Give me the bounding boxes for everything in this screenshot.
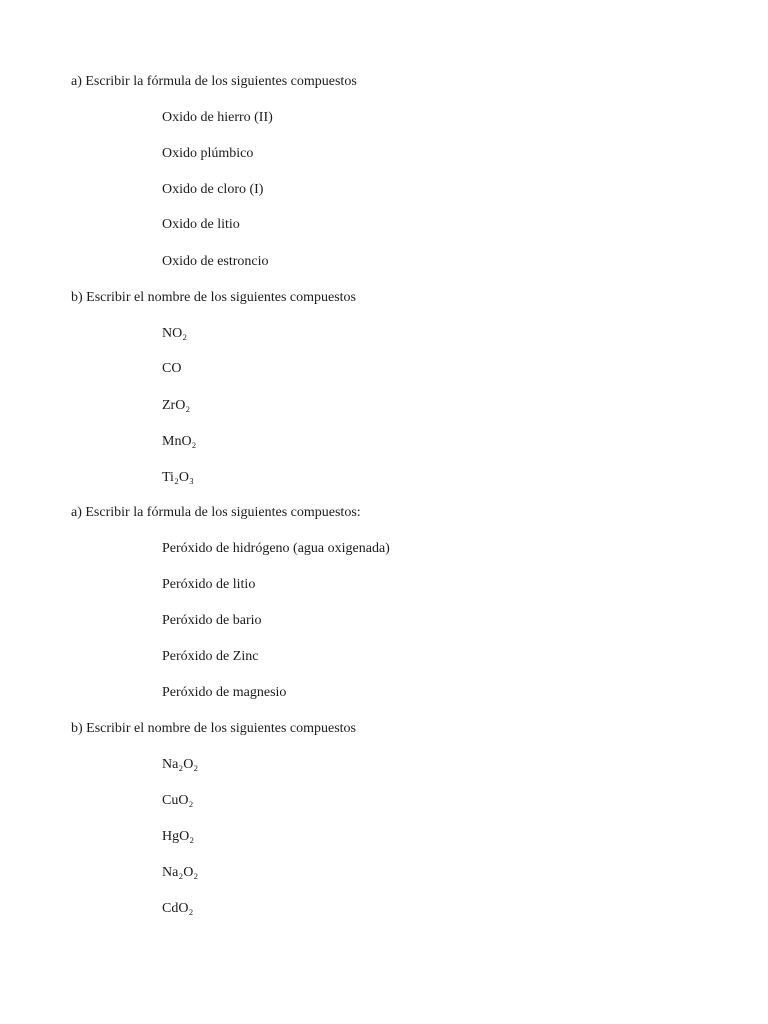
list-item: ZrO₂ (162, 398, 191, 413)
list-item: Ti₂O₃ (162, 470, 194, 485)
list-item: CdO₂ (162, 901, 194, 916)
list-item: Oxido de litio (162, 217, 240, 232)
section-heading: b) Escribir el nombre de los siguientes compuestos (71, 721, 356, 736)
list-item: NO₂ (162, 326, 188, 341)
list-item: MnO₂ (162, 434, 197, 449)
list-item: Peróxido de magnesio (162, 685, 287, 700)
list-item: Oxido de estroncio (162, 254, 269, 269)
list-item: Oxido de hierro (II) (162, 110, 273, 125)
list-item: HgO₂ (162, 829, 195, 844)
list-item: Peróxido de bario (162, 613, 262, 628)
list-item: Oxido plúmbico (162, 146, 254, 161)
list-item: Na₂O₂ (162, 757, 199, 772)
list-item: Na₂O₂ (162, 865, 199, 880)
section-heading: b) Escribir el nombre de los siguientes compuestos (71, 290, 356, 305)
list-item: Peróxido de litio (162, 577, 256, 592)
section-heading: a) Escribir la fórmula de los siguientes compuestos: (71, 505, 361, 520)
list-item: Peróxido de hidrógeno (agua oxigenada) (162, 541, 390, 556)
list-item: Peróxido de Zinc (162, 649, 259, 664)
list-item: Oxido de cloro (I) (162, 182, 264, 197)
list-item: CuO₂ (162, 793, 194, 808)
list-item: CO (162, 361, 182, 376)
section-heading: a) Escribir la fórmula de los siguientes compuestos (71, 74, 357, 89)
